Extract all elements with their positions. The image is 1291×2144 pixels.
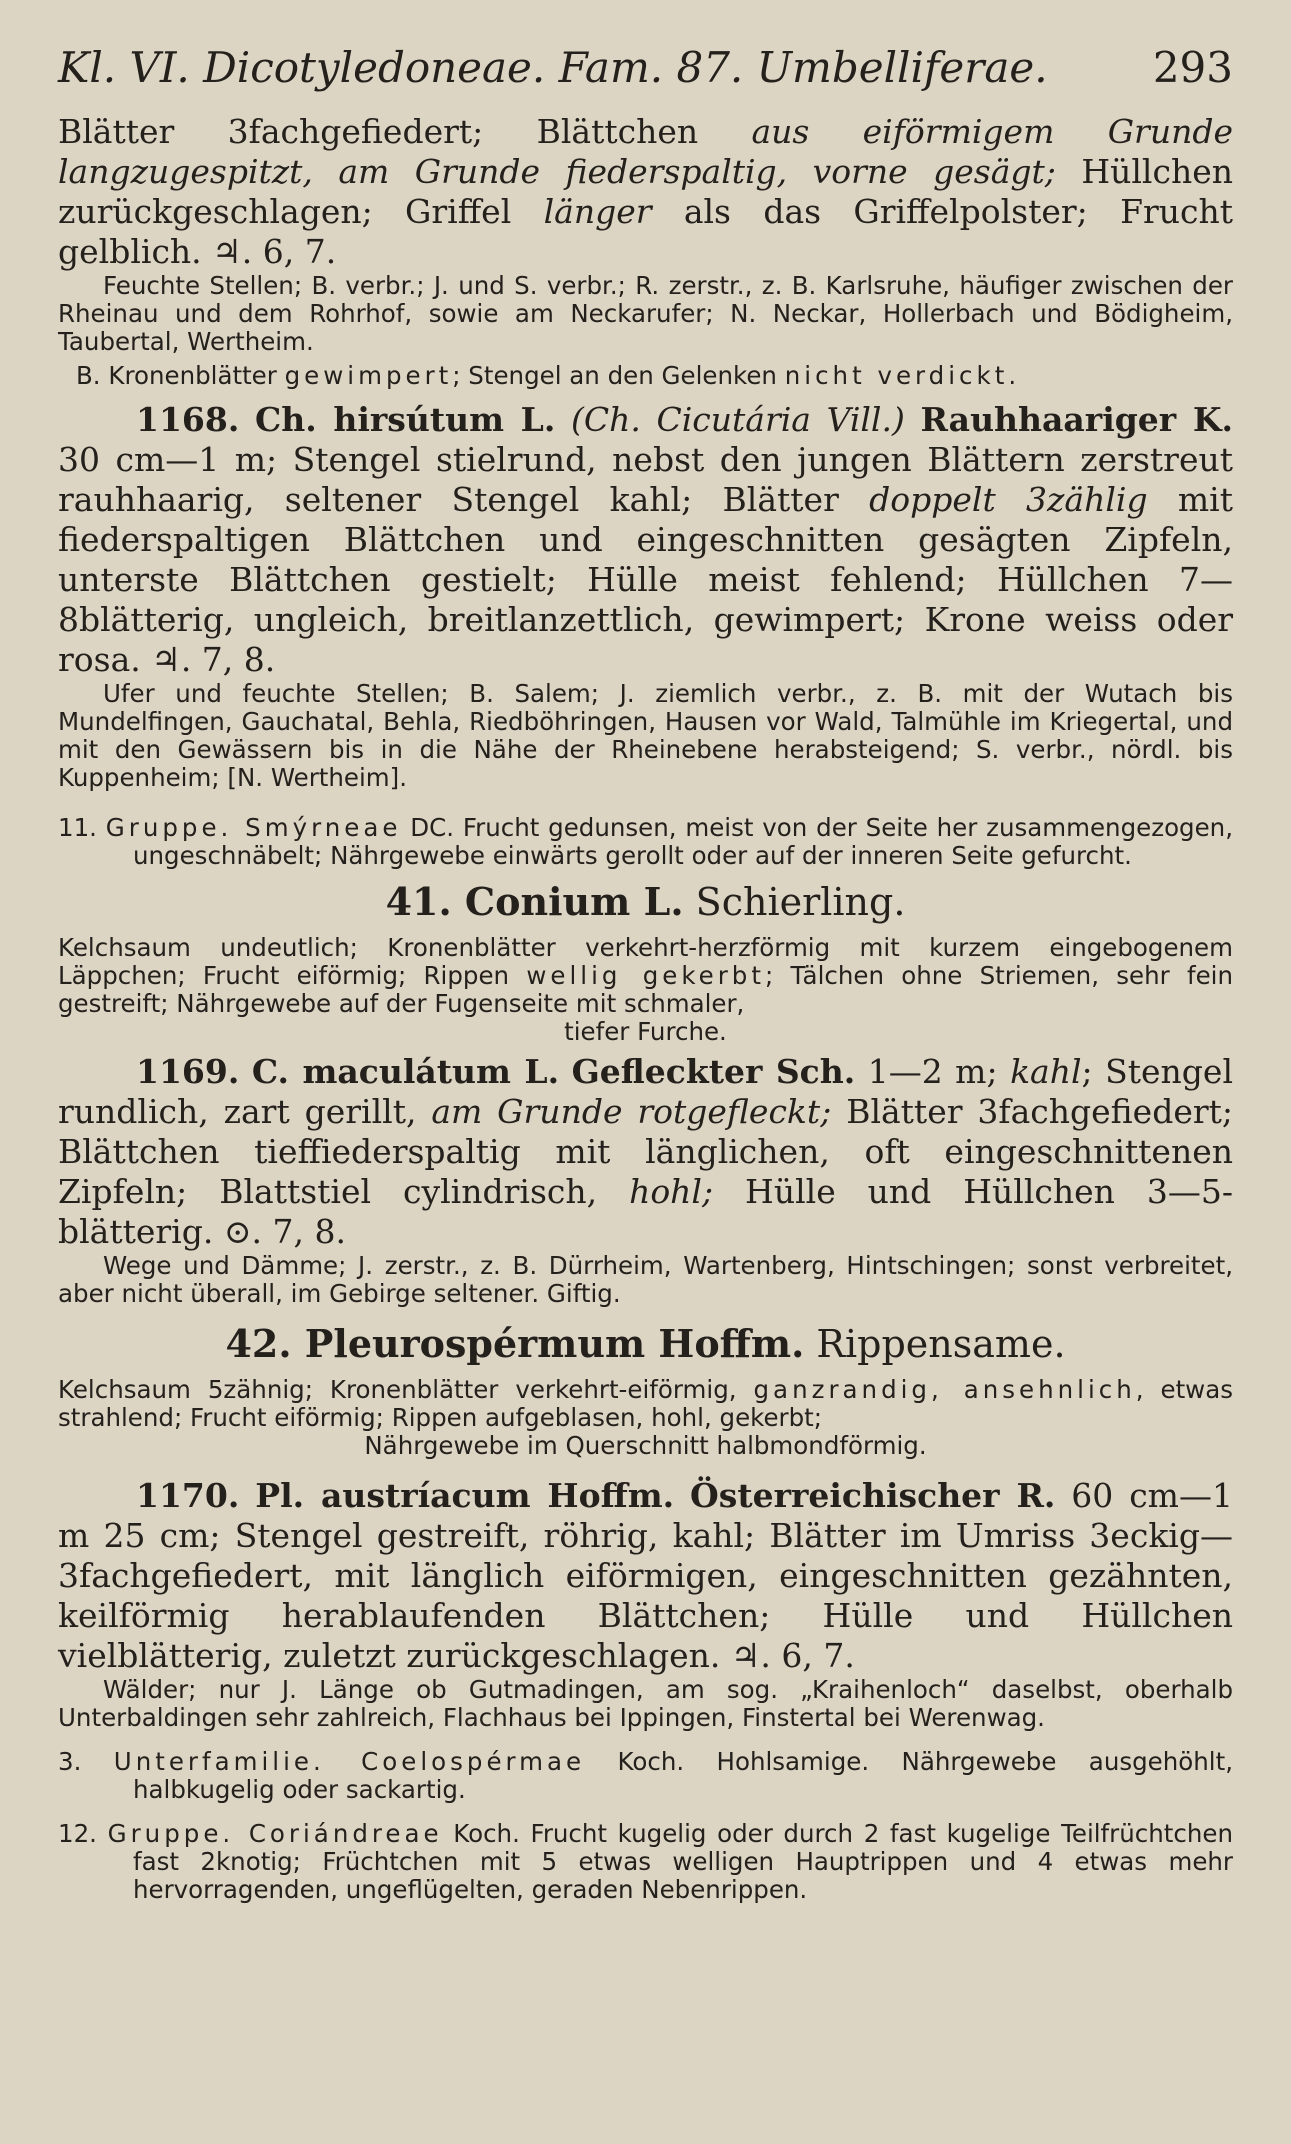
group-11-smyrneae: 11. Gruppe. Smýrneae DC. Frucht gedunsen, meist von der Seite her zusammengezogen, ungeschnäbelt; Nährgewebe einwärts gerollt oder auf der inneren Seite gefurcht. (58, 813, 1233, 870)
species-number: 1169. (136, 1052, 240, 1091)
genus-41-heading: 41. Conium L. Schierling. (385, 879, 906, 924)
vernacular-name: Österreichischer R. (690, 1476, 1056, 1515)
species-1167-localities: Feuchte Stellen; B. verbr.; J. und S. verbr.; R. zerstr., z. B. Karlsruhe, häufiger zwischen der Rheinau und dem Rohrhof, sowie am Neckarufer; N. Neckar, Hollerbach und Bödigheim, Taubertal, Wertheim. (58, 271, 1233, 356)
species-1167-continuation: Blätter 3fachgefiedert; Blättchen aus eiförmigem Grunde langzugespitzt, am Grunde fiederspaltig, vorne gesägt; Hüllchen zurückgeschlagen; Griffel länger als das Griffelpolster; Frucht gelblich. ♃. 6, 7. (58, 112, 1233, 271)
species-1169-localities: Wege und Dämme; J. zerstr., z. B. Dürrheim, Wartenberg, Hintschingen; sonst verbreitet, aber nicht überall, im Gebirge seltener. Giftig. (58, 1251, 1233, 1308)
page-number: 293 (1152, 43, 1233, 92)
genus-41-description: Kelchsaum undeutlich; Kronenblätter verkehrt-herzförmig mit kurzem eingebogenem Läppchen; Frucht eiförmig; Rippen wellig gekerbt; Tälchen ohne Striemen, sehr fein gestreift; Nährgewebe auf der Fugenseite mit schmaler, (58, 933, 1233, 1018)
species-1168-localities: Ufer und feuchte Stellen; B. Salem; J. ziemlich verbr., z. B. mit der Wutach bis Mundelfingen, Gauchatal, Behla, Riedböhringen, Hausen vor Wald, Talmühle im Kriegertal, und mit den Gewässern bis in die Nähe der Rheinebene herabsteigend; S. verbr., nördl. bis Kuppenheim; [N. Wertheim]. (58, 679, 1233, 792)
genus-42-heading: 42. Pleurospérmum Hoffm. Rippensame. (225, 1321, 1066, 1366)
species-1170-localities: Wälder; nur J. Länge ob Gutmadingen, am sog. „Kraihenloch“ daselbst, oberhalb Unterbaldingen sehr zahlreich, Flachhaus bei Ippingen, Finstertal bei Werenwag. (58, 1675, 1233, 1732)
running-head-title: Kl. VI. Dicotyledoneae. Fam. 87. Umbelliferae. (58, 43, 1048, 92)
species-1168-entry: 1168. Ch. hirsútum L. (Ch. Cicutária Vill.) Rauhhaariger K. 30 cm—1 m; Stengel stielrund, nebst den jungen Blättern zerstreut rauhhaarig, seltener Stengel kahl; Blätter doppelt 3zählig mit fiederspaltigen Blättchen und eingeschnitten gesägten Zipfeln, unterste Blättchen gestielt; Hülle meist fehlend; Hüllchen 7—8blätterig, ungleich, breitlanzettlich, gewimpert; Krone weiss oder rosa. ♃. 7, 8. (58, 400, 1233, 679)
species-number: 1168. (136, 400, 240, 439)
subfamily-3-coelospermae: 3. Unterfamilie. Coelospérmae Koch. Hohlsamige. Nährgewebe ausgehöhlt, halbkugelig oder sackartig. (58, 1747, 1233, 1804)
species-number: 1170. (136, 1476, 240, 1515)
running-header (58, 38, 1233, 98)
species-name: C. maculátum L. (251, 1052, 560, 1091)
genus-42-description: Kelchsaum 5zähnig; Kronenblätter verkehrt-eiförmig, ganzrandig, ansehnlich, etwas strahlend; Frucht eiförmig; Rippen aufgeblasen, hohl, gekerbt; (58, 1375, 1233, 1432)
species-name: Pl. austríacum Hoffm. (255, 1476, 675, 1515)
genus-42-description-tail: Nährgewebe im Querschnitt halbmondförmig. (364, 1431, 927, 1460)
species-1169-entry: 1169. C. maculátum L. Gefleckter Sch. 1—2 m; kahl; Stengel rundlich, zart gerillt, am Grunde rotgefleckt; Blätter 3fachgefiedert; Blättchen tieffiederspaltig mit länglichen, oft eingeschnittenen Zipfeln; Blattstiel cylindrisch, hohl; Hülle und Hüllchen 3—5-blätterig. ⊙. 7, 8. (58, 1052, 1233, 1251)
key-b-characters: B. Kronenblätter gewimpert; Stengel an den Gelenken nicht verdickt. (76, 361, 1017, 390)
group-12-coriandreae: 12. Gruppe. Coriándreae Koch. Frucht kugelig oder durch 2 fast kugelige Teilfrüchtchen fast 2knotig; Früchtchen mit 5 etwas welligen Hauptrippen und 4 etwas mehr hervorragenden, ungeflügelten, geraden Nebenrippen. (58, 1819, 1233, 1904)
species-synonym: (Ch. Cicutária Vill.) (570, 400, 905, 439)
vernacular-name: Gefleckter Sch. (571, 1052, 856, 1091)
species-name: Ch. hirsútum L. (254, 400, 556, 439)
vernacular-name: Rauhhaariger K. (920, 400, 1233, 439)
genus-41-description-tail: tiefer Furche. (564, 1017, 727, 1046)
species-1170-entry: 1170. Pl. austríacum Hoffm. Österreichischer R. 60 cm—1 m 25 cm; Stengel gestreift, röhrig, kahl; Blätter im Umriss 3eckig—3fachgefiedert, mit länglich eiförmigen, eingeschnitten gezähnten, keilförmig herablaufenden Blättchen; Hülle und Hüllchen vielblätterig, zuletzt zurückgeschlagen. ♃. 6, 7. (58, 1476, 1233, 1675)
